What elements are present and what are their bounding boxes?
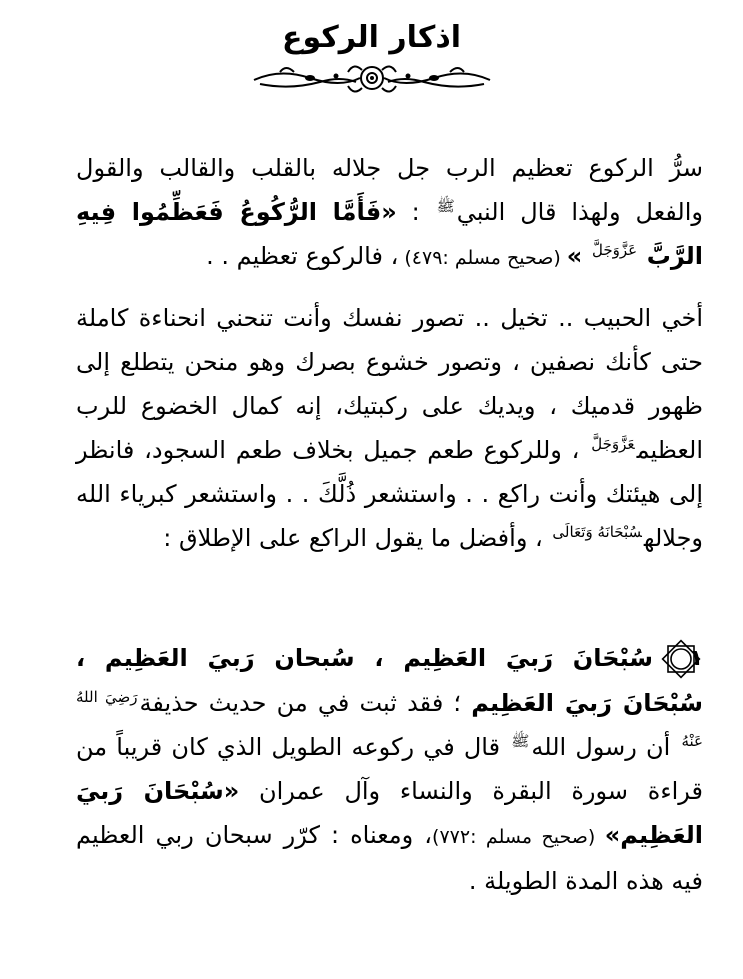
decorative-divider-icon	[250, 58, 494, 98]
hadith-quote-end: »	[566, 242, 583, 270]
item-number: ١	[689, 646, 703, 671]
text: ، وللركوع طعم جميل بخلاف طعم السجود، فانظر إلى هيئتك وأنت راكع . . واستشعر ذُلَّكَ . . واستشعر كبرياء الله وجلاله	[76, 436, 703, 552]
honorific: رَضِيَ اللهُ عَنْهُ	[76, 688, 703, 750]
text: أخي الحبيب .. تخيل .. تصور نفسك وأنت تنحني انحناءة كاملة حتى كأنك نصفين ، وتصور خشوع بصرك وهو منحن يتطلع إلى ظهور قدميك ، ويديك على ركبتيك، إنه كمال الخضوع للرب العظيم	[76, 304, 703, 464]
honorific: ﷺ	[511, 732, 530, 750]
dhikr-quote: «سُبْحَانَ رَبيَ العَظِيم»	[76, 777, 704, 849]
reference: (صحيح مسلم :٧٧٢)	[432, 826, 605, 848]
paragraph-ruku-secret	[76, 146, 703, 280]
paragraph-imagine-ruku	[76, 296, 703, 560]
text: قال في ركوعه الطويل الذي كان قريباً من قراءة سورة البقرة والنساء وآل عمران	[76, 733, 703, 805]
honorific: عَزَّوَجَلَّ	[591, 241, 638, 259]
text: سرُّ الركوع تعظيم الرب جل جلاله بالقلب والقالب والقول والفعل ولهذا قال النبي	[76, 154, 703, 226]
page-title: اذكار الركوع	[281, 20, 462, 55]
text: ، وأفضل ما يقول الراكع على الإطلاق :	[163, 524, 551, 552]
text: :	[396, 198, 435, 226]
hadith-quote: «فَأَمَّا الرُّكُوعُ فَعَظِّمُوا فِيهِ الرَّبَّ	[76, 198, 703, 270]
honorific: عَزَّوَجَلَّ	[591, 435, 635, 453]
honorific: ﷺ	[436, 197, 455, 215]
paragraph-dhikr-1	[76, 636, 703, 903]
reference: (صحيح مسلم :٤٧٩)	[398, 247, 567, 269]
text: أن رسول الله	[531, 733, 680, 761]
dhikr-text: سُبْحَانَ رَبيَ العَظِيم ، سُبحان رَبيَ العَظِيم ، سُبْحَانَ رَبيَ العَظِيم	[76, 644, 704, 717]
number-badge	[659, 637, 703, 681]
honorific: سُبْحَانَهُ وَتَعَالَى	[552, 523, 642, 541]
text: ؛ فقد ثبت في من حديث حذيفة	[139, 689, 472, 717]
text: ، ومعناه : كرّر سبحان ربي العظيم فيه هذه المدة الطويلة .	[76, 821, 703, 895]
text: ، فالركوع تعظيم . .	[206, 242, 399, 270]
